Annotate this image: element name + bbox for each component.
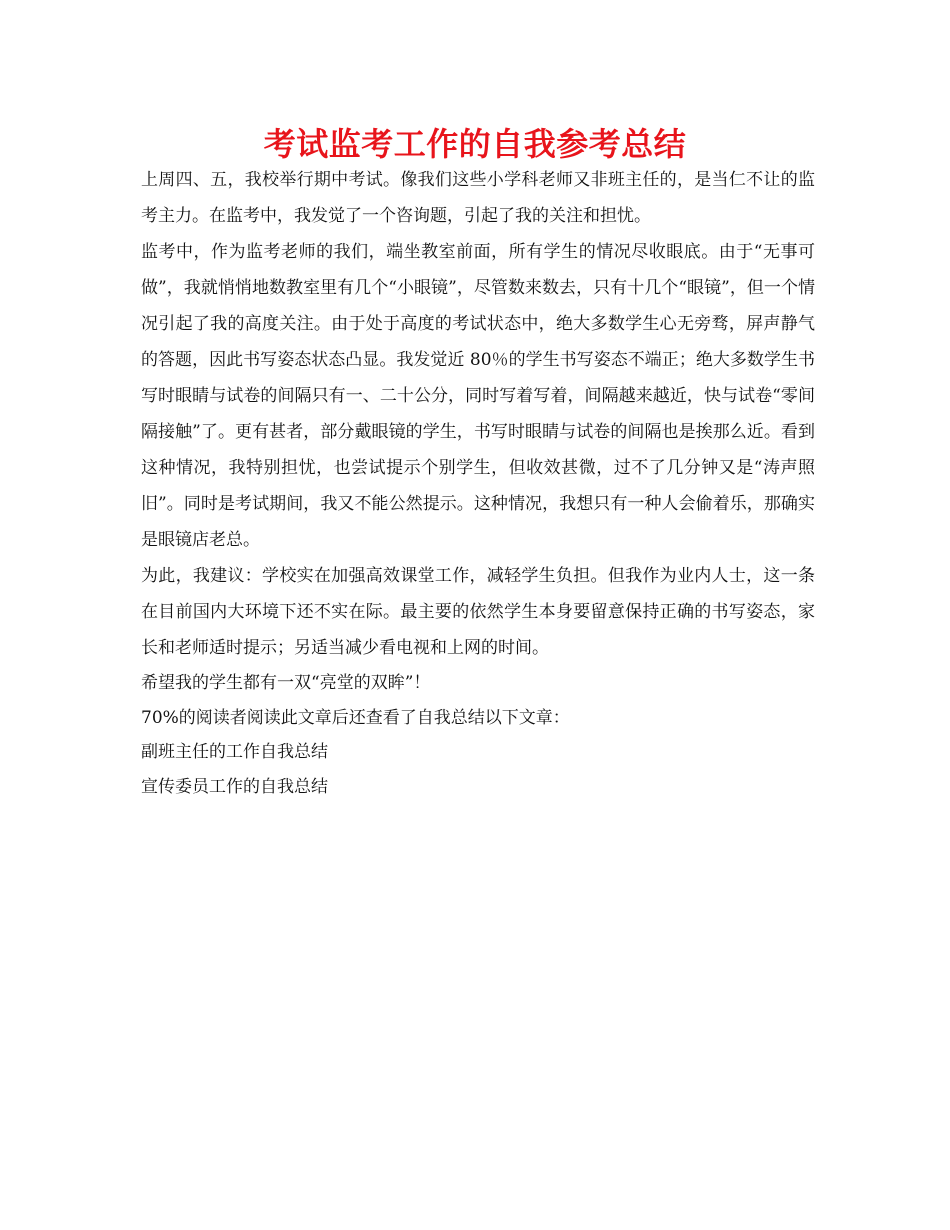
related-link-1[interactable]: 副班主任的工作自我总结: [141, 742, 328, 762]
paragraph-wish: 希望我的学生都有一双“亮堂的双眸”！: [141, 673, 431, 693]
paragraph-suggestion: 为此，我建议：学校实在加强高效课堂工作，减轻学生负担。但我作为业内人士，这一条在目前国内大环境下还不实在际。最主要的依然学生本身要留意保持正确的书写姿态，家长和老师适时提示；另适当减少看电视和上网的时间。: [141, 566, 815, 658]
document-title: 考试监考工作的自我参考总结: [263, 125, 687, 163]
document-body: [141, 162, 815, 804]
related-intro: 70%的阅读者阅读此文章后还查看了自我总结以下文章：: [141, 707, 570, 728]
paragraph-intro: 上周四、五，我校举行期中考试。像我们这些小学科老师又非班主任的，是当仁不让的监考主力。在监考中，我发觉了一个咨询题，引起了我的关注和担忧。: [141, 170, 815, 226]
paragraph-observation: 监考中，作为监考老师的我们，端坐教室前面，所有学生的情况尽收眼底。由于“无事可做”，我就悄悄地数教室里有几个“小眼镜”，尽管数来数去，只有十几个“眼镜”，但一个情况引起了我的高度关注。由于处于高度的考试状态中，绝大多数学生心无旁骛，屏声静气的答题，因此书写姿态状态凸显。我发觉近 80％的学生书写姿态不端正；绝大多数学生书写时眼睛与试卷的间隔只有一、二十公分，同时写着写着，间隔越来越近，快与试卷“零间隔接触”了。更有甚者，部分戴眼镜的学生，书写时眼睛与试卷的间隔也是挨那么近。看到这种情况，我特别担忧，也尝试提示个别学生，但收效甚微，过不了几分钟又是“涛声照旧”。同时是考试期间，我又不能公然提示。这种情况，我想只有一种人会偷着乐，那确实是眼镜店老总。: [141, 242, 815, 550]
related-link-2[interactable]: 宣传委员工作的自我总结: [141, 776, 328, 797]
